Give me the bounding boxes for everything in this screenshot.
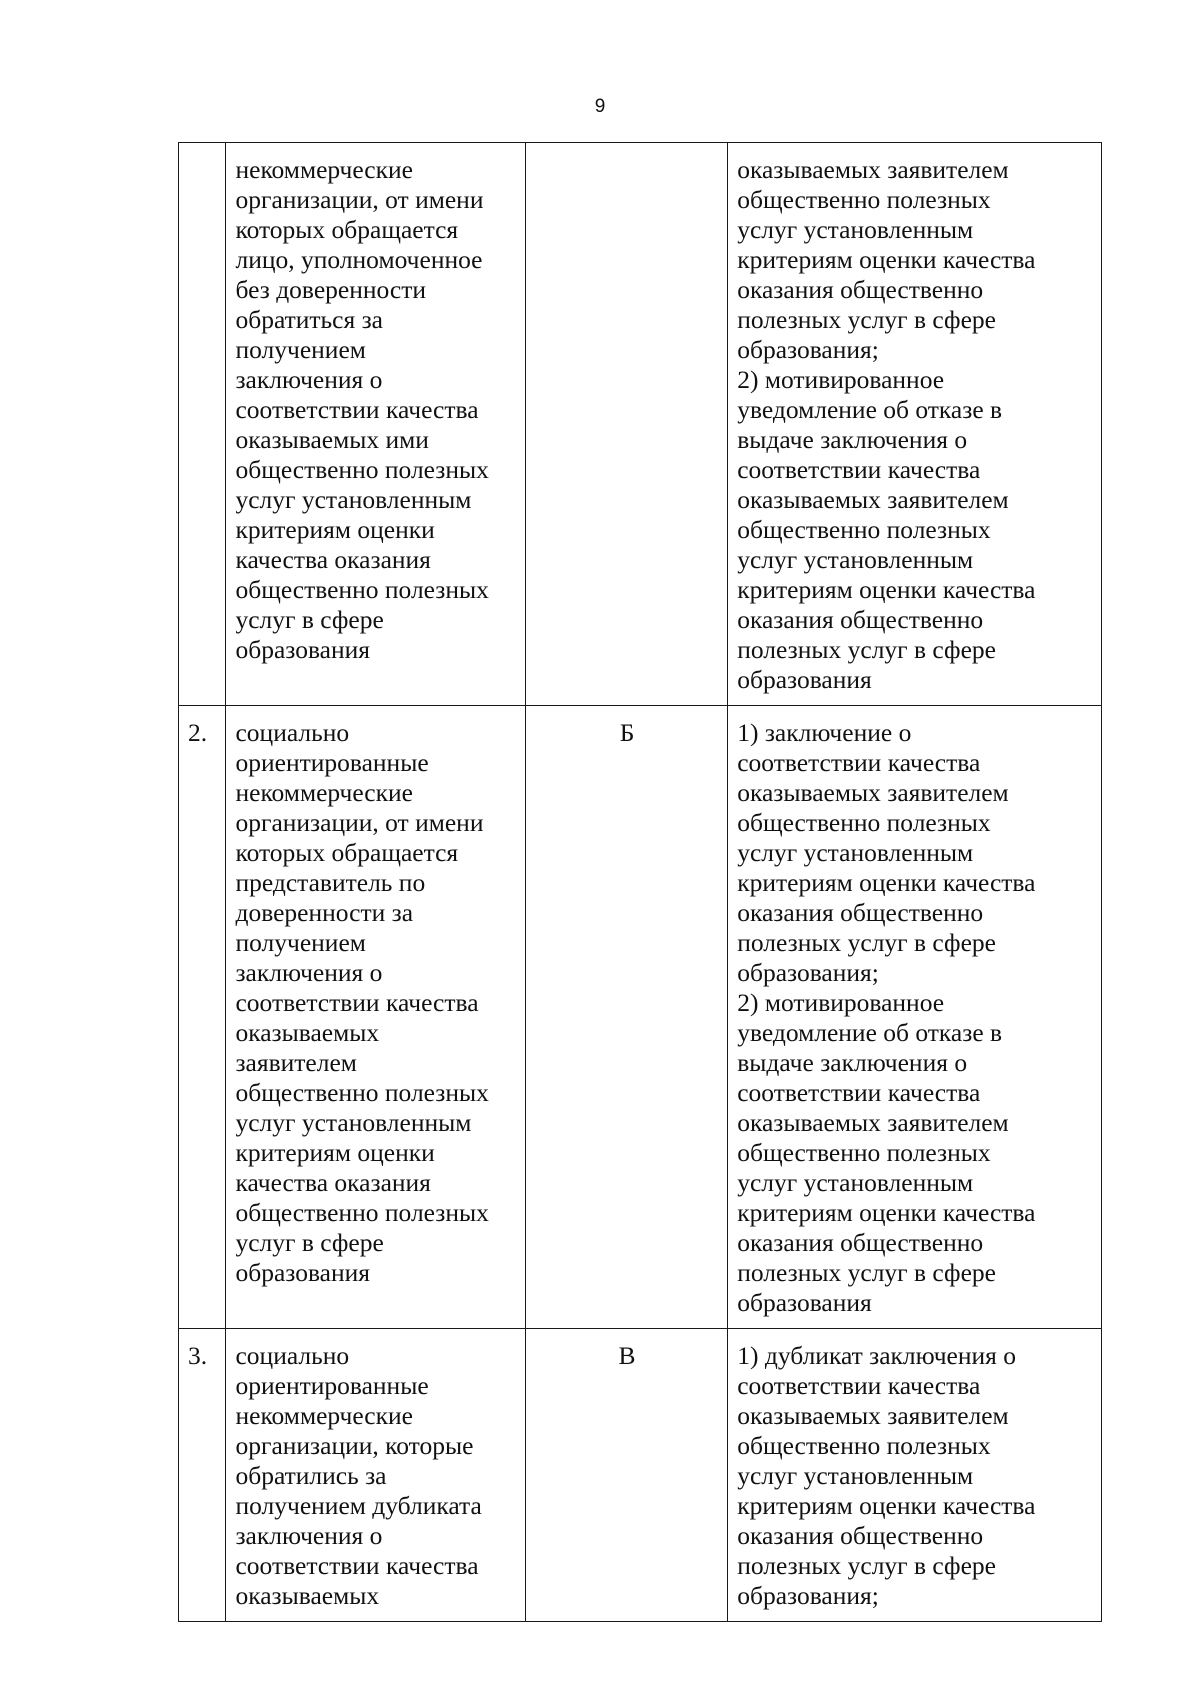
table-row <box>179 706 1102 1329</box>
service-result-cell: 1) заключение о соответствии качества оказываемых заявителем общественно полезных услуг установленным критериям оценки качества оказания общественно полезных услуг в сфере образования; 2) мотивированное уведомление об отказе в выдаче заключения о соответствии качества оказываемых заявителем общественно полезных услуг установленным критериям оценки качества оказания общественно полезных услуг в сфере образования <box>728 706 1102 1329</box>
document-table <box>178 142 1102 1622</box>
row-number-cell: 2. <box>179 706 226 1329</box>
applicant-category-cell: социально ориентированные некоммерческие организации, от имени которых обращается представитель по доверенности за получением заключения о соответствии качества оказываемых заявителем общественно полезных услуг установленным критериям оценки качества оказания общественно полезных услуг в сфере образования <box>226 706 525 1329</box>
variant-code-cell: Б <box>525 706 727 1329</box>
applicant-category-cell: социально ориентированные некоммерческие организации, которые обратились за получением дубликата заключения о соответствии качества оказываемых <box>226 1329 525 1622</box>
page-number: 9 <box>594 96 606 117</box>
applicant-category-cell: некоммерческие организации, от имени которых обращается лицо, уполномоченное без доверенности обратиться за получением заключения о соответствии качества оказываемых ими общественно полезных услуг установленным критериям оценки качества оказания общественно полезных услуг в сфере образования <box>226 143 525 706</box>
table-row <box>179 1329 1102 1622</box>
row-number-cell: 3. <box>179 1329 226 1622</box>
variant-code-cell <box>525 143 727 706</box>
row-number-cell <box>179 143 226 706</box>
service-result-cell: 1) дубликат заключения о соответствии качества оказываемых заявителем общественно полезных услуг установленным критериям оценки качества оказания общественно полезных услуг в сфере образования; <box>728 1329 1102 1622</box>
service-result-cell: оказываемых заявителем общественно полезных услуг установленным критериям оценки качества оказания общественно полезных услуг в сфере образования; 2) мотивированное уведомление об отказе в выдаче заключения о соответствии качества оказываемых заявителем общественно полезных услуг установленным критериям оценки качества оказания общественно полезных услуг в сфере образования <box>728 143 1102 706</box>
table-row <box>179 143 1102 706</box>
variant-code-cell: В <box>525 1329 727 1622</box>
